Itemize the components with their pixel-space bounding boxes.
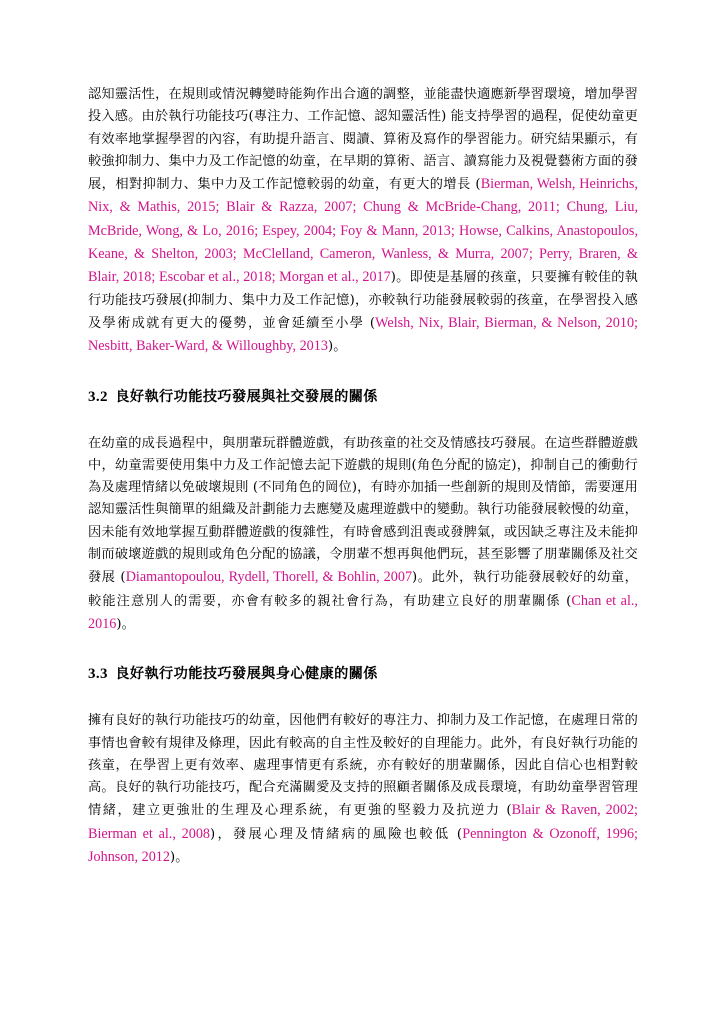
- paragraph-text: 擁有良好的執行功能技巧的幼童，因他們有較好的專注力、抑制力及工作記憶，在處理日常的事情也會較有規律及條理，因此有較高的自主性及較好的自理能力。此外，有良好執行功能的孩童，在學習上更有效率、處理事情更有系統，亦有較好的朋輩關係，因此自信心也相對較高。良好的執行功能技巧，配合充滿關愛及支持的照顧者關係及成長環境，有助幼童學習管理情緒，建立更強壯的生理及心理系統，有更強的堅毅力及抗逆力 (: [88, 713, 638, 819]
- section-title: 良好執行功能技巧發展與身心健康的關係: [115, 666, 378, 683]
- paragraph-text: )。: [327, 339, 347, 355]
- paragraph-text: 認知靈活性，在規則或情況轉變時能夠作出合適的調整，並能盡快適應新學習環境，增加學習投入感。由於執行功能技巧(專注力、工作記憶、認知靈活性) 能支持學習的過程，促使幼童更有效率地掌握學習的內容，有助提升語言、閱讀、算術及寫作的學習能力。研究結果顯示，有較強抑制力、集中力及工作記憶的幼童，在早期的算術、語言、讀寫能力及視覺藝術方面的發展，相對抑制力、集中力及工作記憶較弱的幼童，有更大的增長 (: [88, 87, 638, 193]
- citation-link: Blair & Raven, 2002; Bierman et al., 2008: [88, 802, 638, 842]
- section-heading-3-2: [88, 387, 638, 407]
- paragraph-social: [88, 433, 638, 637]
- document-body: [88, 84, 638, 869]
- paragraph-learning: [88, 84, 638, 359]
- paragraph-text: )。此外，執行功能發展較好的幼童，較能注意別人的需要，亦會有較多的親社會行為，有助建立良好的朋輩關係 (: [88, 570, 639, 609]
- section-heading-3-3: [88, 664, 638, 684]
- section-title: 良好執行功能技巧發展與社交發展的關係: [115, 388, 378, 405]
- citation-link: Diamantopoulou, Rydell, Thorell, & Bohlin, 2007: [125, 569, 413, 586]
- paragraph-text: )。即使是基層的孩童，只要擁有較佳的執行功能技巧發展(抑制力、集中力及工作記憶)，亦較執行功能發展較弱的孩童，在學習投入感及學術成就有更大的優勢，並會延續至小學 (: [88, 270, 638, 331]
- citation-link: Pennington & Ozonoff, 1996; Johnson, 2012: [88, 825, 638, 866]
- section-number: 3.2: [88, 388, 108, 405]
- citation-link: Chan et al., 2016: [88, 592, 638, 632]
- paragraph-text: )。: [116, 616, 136, 632]
- paragraph-text: 在幼童的成長過程中，與朋輩玩群體遊戲，有助孩童的社交及情感技巧發展。在這些群體遊戲中，幼童需要使用集中力及工作記憶去記下遊戲的規則(角色分配的協定)，抑制自己的衝動行為及處理情緒以免破壞規則 (不同角色的岡位)，有時亦加插一些創新的規則及情節，需要運用認知靈活性與簡單的組織及計劃能力去應變及處理遊戲中的變動。執行功能發展較慢的幼童，因未能有效地掌握互動群體遊戲的復雜性，有時會感到沮喪或發脾氣，或因缺乏專注及未能抑制而破壞遊戲的規則或角色分配的協議，令朋輩不想再與他們玩，甚至影響了朋輩關係及社交發展 (: [88, 435, 638, 586]
- section-number: 3.3: [88, 666, 108, 683]
- paragraph-text: )。: [169, 850, 189, 866]
- paragraph-text: )，發展心理及情緒病的風險也較低 (: [210, 826, 463, 842]
- citation-link: Bierman, Welsh, Heinrichs, Nix, & Mathis, 2015; Blair & Razza, 2007; Chung & McBride-Chang, 2011; Chung, Liu, McBride, Wong, & Lo, 2016; Espey, 2004; Foy & Mann, 2013; Howse, Calkins, Anastopoulos, Keane, & Shelton, 2003; McClelland, Cameron, Wanless, & Murra, 2007; Perry, Braren, & Blair, 2018; Escobar et al., 2018; Morgan et al., 2017: [88, 176, 638, 286]
- paragraph-wellbeing: [88, 710, 638, 869]
- citation-link: Welsh, Nix, Blair, Bierman, & Nelson, 2010; Nesbitt, Baker-Ward, & Willoughby, 2013: [88, 314, 638, 355]
